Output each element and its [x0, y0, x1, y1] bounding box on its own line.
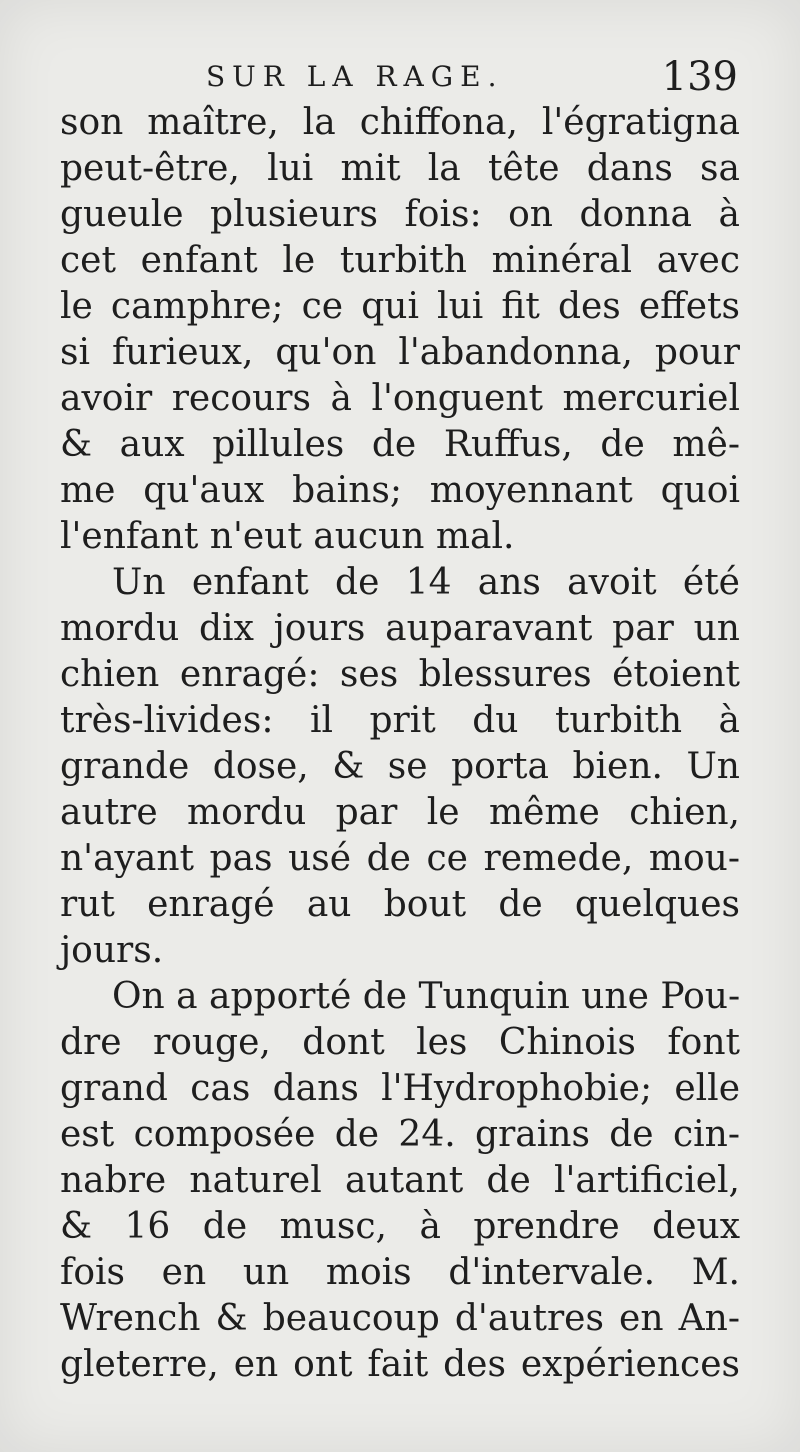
text-line: rut enragé au bout de quelques — [60, 884, 740, 925]
text-line: n'ayant pas usé de ce remede, mou- — [60, 838, 740, 879]
text-line: très-livides: il prit du turbith à — [60, 700, 740, 741]
text-line: avoir recours à l'onguent mercuriel — [60, 378, 740, 419]
text-line: nabre naturel autant de l'artificiel, — [60, 1160, 740, 1201]
paragraph-start-line: Un enfant de 14 ans avoit été — [112, 562, 740, 603]
text-line: Wrench & beaucoup d'autres en An- — [60, 1298, 740, 1339]
page-number: 139 — [661, 54, 738, 100]
text-line: & aux pillules de Ruffus, de mê- — [60, 424, 740, 465]
running-head — [60, 52, 738, 102]
body-text — [60, 100, 740, 1388]
text-line: chien enragé: ses blessures étoient — [60, 654, 740, 695]
text-line: le camphre; ce qui lui fit des effets — [60, 286, 740, 327]
text-line: si furieux, qu'on l'abandonna, pour — [60, 332, 740, 373]
text-line: grand cas dans l'Hydrophobie; elle — [60, 1068, 740, 1109]
text-line: dre rouge, dont les Chinois font — [60, 1022, 740, 1063]
text-line: me qu'aux bains; moyennant quoi — [60, 470, 740, 511]
text-line: gleterre, en ont fait des expériences — [60, 1344, 740, 1385]
text-line: & 16 de musc, à prendre deux — [60, 1206, 740, 1247]
text-line: gueule plusieurs fois: on donna à — [60, 194, 740, 235]
text-line: cet enfant le turbith minéral avec — [60, 240, 740, 281]
text-line: mordu dix jours auparavant par un — [60, 608, 740, 649]
text-line: autre mordu par le même chien, — [60, 792, 740, 833]
text-line: grande dose, & se porta bien. Un — [60, 746, 740, 787]
running-title: SUR LA RAGE. — [206, 60, 504, 93]
text-line: jours. — [60, 930, 164, 971]
text-line: fois en un mois d'intervale. M. — [60, 1252, 740, 1293]
paragraph-start-line: On a apporté de Tunquin une Pou- — [112, 976, 741, 1017]
text-line: l'enfant n'eut aucun mal. — [60, 516, 515, 557]
text-line: son maître, la chiffona, l'égratigna — [60, 102, 740, 143]
text-line: est composée de 24. grains de cin- — [60, 1114, 740, 1155]
text-line: peut-être, lui mit la tête dans sa — [60, 148, 740, 189]
